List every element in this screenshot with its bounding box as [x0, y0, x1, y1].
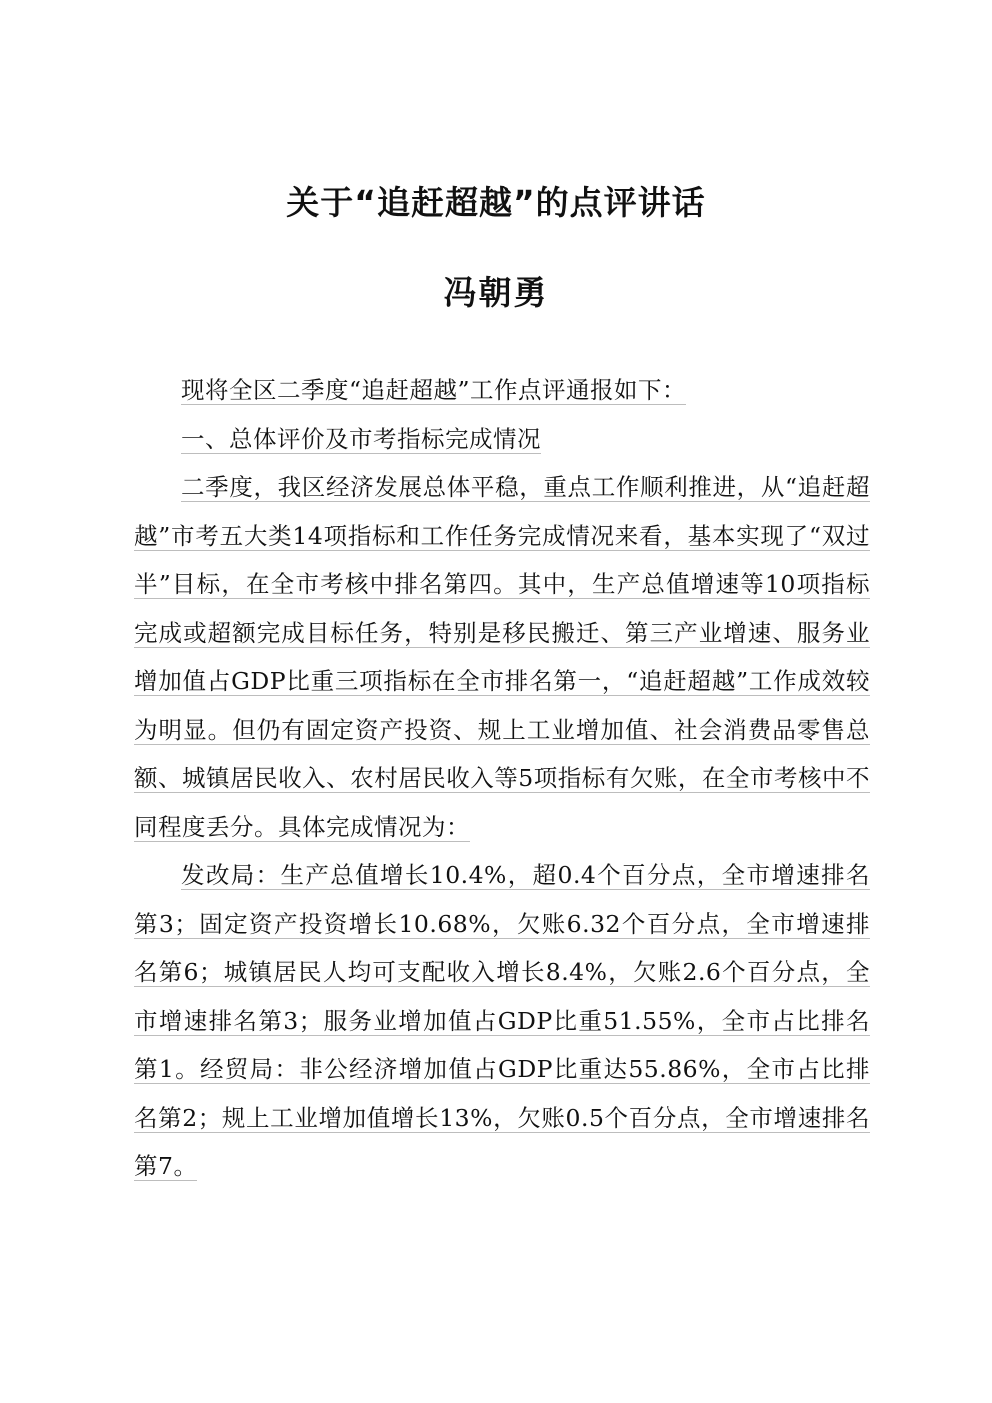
section-heading-text: 一、总体评价及市考指标完成情况 — [181, 424, 541, 453]
intro-text: 现将全区二季度“追赶超越”工作点评通报如下： — [181, 376, 687, 404]
document-title: 关于“追赶超越”的点评讲话 — [286, 183, 706, 222]
author-name: 冯朝勇 — [443, 273, 549, 312]
overview-text: 二季度，我区经济发展总体平稳，重点工作顺利推进，从“追赶超越”市考五大类14项指标和工作任务完成情况来看，基本实现了“双过半”目标，在全市考核中排名第四。其中，生产总值增速等10项指标完成或超额完成目标任务，特别是移民搬迁、第三产业增速、服务业增加值占GDP比重三项指标在全市排名第一，“追赶超越”工作成效较为明显。但仍有固定资产投资、规上工业增加值、社会消费品零售总额、城镇居民收入、农村居民收入等5项指标有欠账，在全市考核中不同程度丢分。具体完成情况为： — [134, 473, 870, 841]
details-paragraph — [134, 851, 870, 1191]
document-body — [134, 366, 870, 1191]
intro-paragraph — [134, 366, 870, 415]
overview-paragraph — [134, 463, 870, 851]
details-text: 发改局：生产总值增长10.4%，超0.4个百分点，全市增速排名第3；固定资产投资增长10.68%，欠账6.32个百分点，全市增速排名第6；城镇居民人均可支配收入增长8.4%，欠账2.6个百分点，全市增速排名第3；服务业增加值占GDP比重51.55%，全市占比排名第1。经贸局：非公经济增加值占GDP比重达55.86%，全市占比排名第2；规上工业增加值增长13%，欠账0.5个百分点，全市增速排名第7。 — [134, 861, 870, 1180]
section-heading — [134, 415, 870, 464]
